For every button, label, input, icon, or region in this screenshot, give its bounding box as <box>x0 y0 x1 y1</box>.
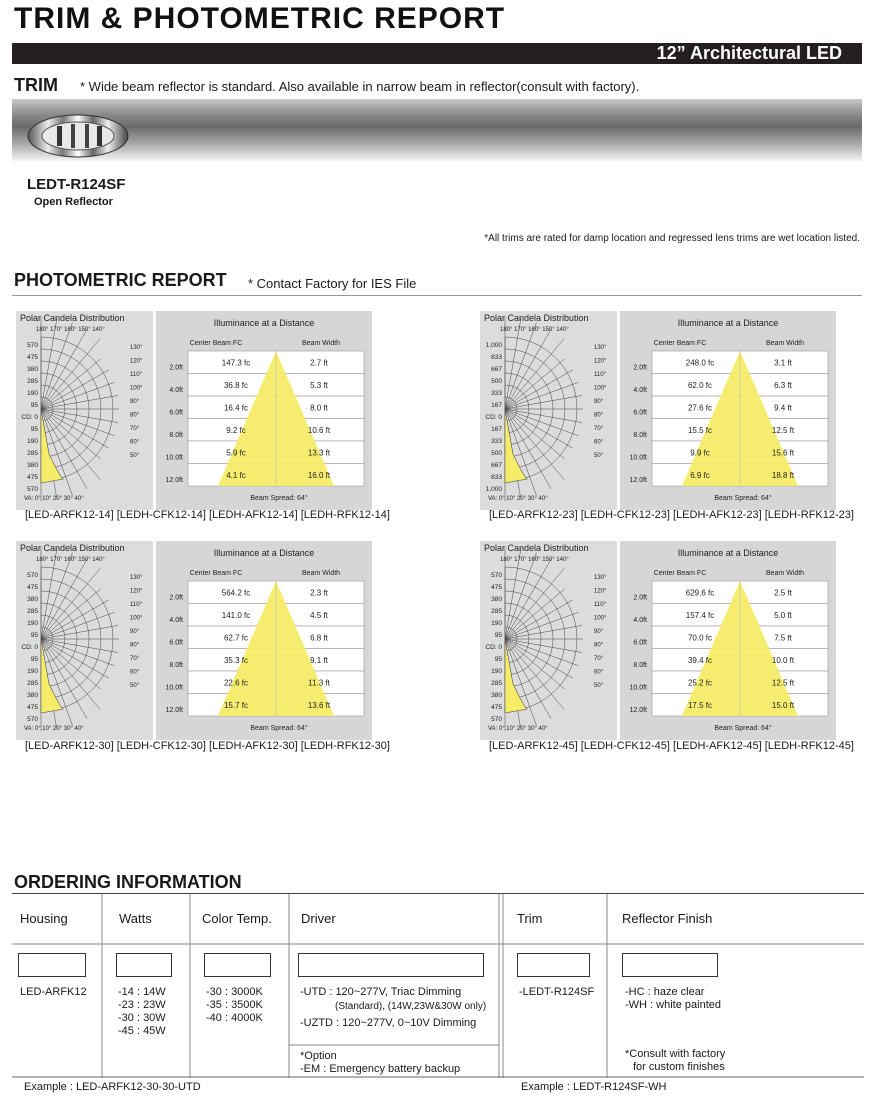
center-beam-fc-value: 248.0 fc <box>685 358 715 368</box>
photometric-chart <box>16 311 376 511</box>
beam-width-value: 3.1 ft <box>774 358 792 368</box>
polar-angle-label: 120° <box>594 358 607 365</box>
distance-label: 6.0ft <box>169 639 183 647</box>
beam-spread-label: Beam Spread: 64° <box>250 495 308 502</box>
polar-angle-label: 130° <box>130 575 143 581</box>
divider <box>12 295 862 296</box>
color-temp-option: -40 : 4000K <box>206 1012 263 1024</box>
beam-width-value: 18.8 ft <box>771 470 795 480</box>
polar-scale-label: 475 <box>491 584 502 591</box>
polar-angle-label: 100° <box>130 385 143 392</box>
polar-scale-label: 285 <box>27 608 38 615</box>
polar-angle-label: 110° <box>594 602 606 608</box>
trim-model: LEDT-R124SF <box>27 176 126 193</box>
center-beam-fc-value: 22.6 fc <box>223 678 249 688</box>
center-beam-fc-value: 35.3 fc <box>223 655 249 665</box>
housing-option: LED-ARFK12 <box>20 986 87 998</box>
distance-label: 10.0ft <box>165 684 183 692</box>
panel-caption-2: [LED-ARFK12-23] [LEDH-CFK12-23] [LEDH-AFK12-23] [LEDH-RFK12-23] <box>489 509 854 521</box>
panel-caption-4: [LED-ARFK12-45] [LEDH-CFK12-45] [LEDH-AFK12-45] [LEDH-RFK12-45] <box>489 740 854 752</box>
polar-scale-label: 190 <box>27 620 38 627</box>
beam-width-value: 15.0 ft <box>771 700 795 710</box>
polar-angle-label: 110° <box>130 372 142 378</box>
beam-width-value: 2.3 ft <box>310 588 328 598</box>
finish-option: -HC : haze clear <box>625 986 705 998</box>
beam-width-value: 4.5 ft <box>310 610 328 620</box>
center-beam-fc-value: 15.5 fc <box>687 425 713 435</box>
distance-label: 8.0ft <box>633 432 647 439</box>
polar-angle-label: 130° <box>594 575 607 581</box>
beam-width-value: 10.6 ft <box>307 425 331 435</box>
distance-label: 6.0ft <box>633 639 647 647</box>
watts-option: -14 : 14W <box>118 986 166 998</box>
polar-scale-label: 95 <box>30 656 38 663</box>
polar-top-angles: 180° 170° 160° 150° 140° <box>500 327 569 333</box>
beam-spread-label: Beam Spread: 64° <box>250 725 308 732</box>
polar-angle-label: 70° <box>130 426 140 432</box>
polar-scale-label: 475 <box>27 704 38 711</box>
col-center-beam-fc: Center Beam FC <box>189 340 243 347</box>
polar-scale-label: 285 <box>27 680 38 687</box>
polar-scale-label: 570 <box>27 342 38 349</box>
trim-heading: TRIM <box>14 75 58 95</box>
photometric-chart <box>480 541 840 741</box>
col-watts: Watts <box>119 911 152 926</box>
polar-angle-label: 70° <box>594 426 604 432</box>
polar-scale-label: 333 <box>491 438 502 445</box>
panel-caption-1: [LED-ARFK12-14] [LEDH-CFK12-14] [LEDH-AFK12-14] [LEDH-RFK12-14] <box>25 509 390 521</box>
housing-entry-box[interactable] <box>18 953 86 977</box>
polar-scale-label: 285 <box>491 680 502 687</box>
polar-top-angles: 180° 170° 160° 150° 140° <box>36 557 105 563</box>
page-title: TRIM & PHOTOMETRIC REPORT <box>14 2 506 35</box>
distance-label: 2.0ft <box>169 594 183 602</box>
center-beam-fc-value: 39.4 fc <box>687 655 713 665</box>
driver-option: -UZTD : 120~277V, 0~10V Dimming <box>300 1017 477 1029</box>
polar-scale-label: 570 <box>27 716 38 723</box>
photometric-chart <box>16 541 376 741</box>
distance-label: 6.0ft <box>169 409 183 417</box>
polar-scale-label: 285 <box>27 378 38 385</box>
col-trim: Trim <box>517 911 543 926</box>
distance-label: 4.0ft <box>169 387 183 394</box>
distance-label: 12.0ft <box>629 707 647 714</box>
beam-width-value: 7.5 ft <box>774 633 792 643</box>
polar-scale-label: CD: 0 <box>21 644 38 651</box>
color-temp-option: -35 : 3500K <box>206 999 263 1011</box>
col-driver: Driver <box>301 911 336 926</box>
distance-label: 8.0ft <box>169 432 183 439</box>
polar-scale-label: 833 <box>491 474 502 481</box>
polar-angle-label: 80° <box>594 412 604 419</box>
beam-width-value: 13.6 ft <box>307 700 331 710</box>
polar-angle-label: 90° <box>130 399 140 405</box>
polar-scale-label: CD: 0 <box>21 414 38 421</box>
beam-width-value: 12.5 ft <box>771 425 795 435</box>
polar-angle-label: 110° <box>130 602 142 608</box>
reflector-image <box>27 114 129 158</box>
polar-scale-label: 570 <box>27 572 38 579</box>
polar-scale-label: 190 <box>27 390 38 397</box>
beam-spread-label: Beam Spread: 64° <box>714 495 772 502</box>
center-beam-fc-value: 62.7 fc <box>223 633 249 643</box>
polar-angle-label: 60° <box>594 439 604 446</box>
distance-label: 10.0ft <box>165 454 183 462</box>
polar-angle-label: 50° <box>130 683 140 689</box>
watts-option: -23 : 23W <box>118 999 166 1011</box>
polar-scale-label: 95 <box>30 426 38 433</box>
polar-scale-label: 500 <box>491 378 502 385</box>
watts-option: -30 : 30W <box>118 1012 166 1024</box>
distance-label: 12.0ft <box>165 707 183 714</box>
distance-label: 2.0ft <box>169 364 183 372</box>
polar-scale-label: 380 <box>27 596 38 603</box>
driver-option-label: *Option <box>300 1050 337 1062</box>
polar-angle-label: 90° <box>130 629 140 635</box>
finish-note: for custom finishes <box>633 1061 725 1073</box>
polar-scale-label: 167 <box>491 402 502 409</box>
driver-option-em: -EM : Emergency battery backup <box>300 1063 461 1075</box>
watts-option: -45 : 45W <box>118 1025 166 1037</box>
polar-scale-label: 1,000 <box>485 342 502 349</box>
distance-label: 2.0ft <box>633 594 647 602</box>
center-beam-fc-value: 62.0 fc <box>687 380 713 390</box>
col-beam-width: Beam Width <box>765 340 805 347</box>
polar-scale-label: 95 <box>494 656 502 663</box>
polar-scale-label: 190 <box>491 620 502 627</box>
polar-angle-label: 100° <box>594 615 607 622</box>
beam-width-value: 16.0 ft <box>307 470 331 480</box>
polar-angle-label: 50° <box>594 453 604 459</box>
trim-option: -LEDT-R124SF <box>519 986 595 998</box>
polar-scale-label: 380 <box>491 596 502 603</box>
center-beam-fc-value: 27.6 fc <box>687 403 713 413</box>
polar-angle-label: 120° <box>130 588 143 595</box>
col-color-temp: Color Temp. <box>202 911 272 926</box>
polar-scale-label: 500 <box>491 450 502 457</box>
photometric-panel <box>16 311 376 511</box>
center-beam-fc-value: 629.6 fc <box>685 588 715 598</box>
polar-angle-label: 80° <box>130 412 140 419</box>
trim-banner <box>12 99 862 161</box>
finish-entry-box[interactable] <box>622 953 718 977</box>
polar-scale-label: 1,000 <box>485 486 502 493</box>
example-housing: Example : LED-ARFK12-30-30-UTD <box>24 1081 201 1093</box>
photometric-heading: PHOTOMETRIC REPORT <box>14 270 227 290</box>
col-reflector-finish: Reflector Finish <box>622 911 713 926</box>
beam-width-value: 6.8 ft <box>310 633 328 643</box>
damp-location-note: *All trims are rated for damp location and regressed lens trims are wet location listed. <box>484 233 860 244</box>
center-beam-fc-value: 9.9 fc <box>690 448 710 458</box>
polar-scale-label: 190 <box>491 668 502 675</box>
polar-scale-label: 285 <box>27 450 38 457</box>
ordering-heading: ORDERING INFORMATION <box>14 872 242 892</box>
polar-scale-label: 95 <box>494 632 502 639</box>
beam-width-value: 11.3 ft <box>308 678 330 688</box>
beam-width-value: 13.3 ft <box>307 448 331 458</box>
polar-va-label: VA: 0° 10° 20° 30° 40° <box>488 726 548 732</box>
center-beam-fc-value: 157.4 fc <box>685 610 715 620</box>
photometric-chart <box>480 311 840 511</box>
polar-scale-label: 475 <box>27 354 38 361</box>
polar-title: Polar Candela Distribution <box>484 313 589 323</box>
polar-scale-label: CD: 0 <box>485 414 502 421</box>
title-bar <box>12 43 862 64</box>
polar-angle-label: 70° <box>130 656 140 662</box>
polar-scale-label: 475 <box>27 584 38 591</box>
trim-note: * Wide beam reflector is standard. Also available in narrow beam in reflector(consult with factory). <box>80 79 640 94</box>
beam-width-value: 9.1 ft <box>310 655 328 665</box>
polar-va-label: VA: 0° 10° 20° 30° 40° <box>24 496 84 502</box>
polar-scale-label: 667 <box>491 462 502 469</box>
distance-label: 12.0ft <box>629 477 647 484</box>
center-beam-fc-value: 16.4 fc <box>223 403 249 413</box>
polar-scale-label: 190 <box>27 668 38 675</box>
distance-label: 10.0ft <box>629 454 647 462</box>
polar-scale-label: 570 <box>491 572 502 579</box>
illuminance-title: Illuminance at a Distance <box>213 318 315 328</box>
polar-angle-label: 130° <box>594 345 607 351</box>
distance-label: 4.0ft <box>633 387 647 394</box>
polar-scale-label: 167 <box>491 426 502 433</box>
beam-width-value: 2.5 ft <box>774 588 792 598</box>
panel-caption-3: [LED-ARFK12-30] [LEDH-CFK12-30] [LEDH-AFK12-30] [LEDH-RFK12-30] <box>25 740 390 752</box>
beam-width-value: 10.0 ft <box>771 655 795 665</box>
trim-entry-box[interactable] <box>517 953 590 977</box>
center-beam-fc-value: 6.9 fc <box>690 470 710 480</box>
polar-angle-label: 60° <box>130 669 140 676</box>
center-beam-fc-value: 15.7 fc <box>223 700 249 710</box>
polar-top-angles: 180° 170° 160° 150° 140° <box>500 557 569 563</box>
center-beam-fc-value: 17.5 fc <box>687 700 713 710</box>
center-beam-fc-value: 147.3 fc <box>221 358 251 368</box>
beam-width-value: 5.3 ft <box>310 380 328 390</box>
photometric-panel <box>16 541 376 741</box>
polar-title: Polar Candela Distribution <box>484 543 589 553</box>
polar-scale-label: 667 <box>491 366 502 373</box>
product-name: 12” Architectural LED <box>656 43 842 63</box>
beam-width-value: 5.0 ft <box>774 610 792 620</box>
beam-width-value: 6.3 ft <box>774 380 792 390</box>
distance-label: 4.0ft <box>169 617 183 624</box>
polar-va-label: VA: 0° 10° 20° 30° 40° <box>24 726 84 732</box>
polar-angle-label: 80° <box>130 642 140 649</box>
polar-angle-label: 60° <box>130 439 140 446</box>
illuminance-title: Illuminance at a Distance <box>677 548 779 558</box>
polar-angle-label: 70° <box>594 656 604 662</box>
finish-note: *Consult with factory <box>625 1048 726 1060</box>
polar-angle-label: 130° <box>130 345 143 351</box>
polar-scale-label: 95 <box>30 402 38 409</box>
center-beam-fc-value: 70.0 fc <box>687 633 713 643</box>
polar-angle-label: 100° <box>594 385 607 392</box>
photometric-panel <box>480 311 840 511</box>
polar-angle-label: 120° <box>130 358 143 365</box>
col-beam-width: Beam Width <box>765 570 805 577</box>
col-center-beam-fc: Center Beam FC <box>189 570 243 577</box>
polar-angle-label: 90° <box>594 629 604 635</box>
polar-va-label: VA: 0° 10° 20° 30° 40° <box>488 496 548 502</box>
distance-label: 12.0ft <box>165 477 183 484</box>
center-beam-fc-value: 25.2 fc <box>687 678 713 688</box>
center-beam-fc-value: 4.1 fc <box>226 470 246 480</box>
polar-scale-label: 285 <box>491 608 502 615</box>
beam-width-value: 2.7 ft <box>310 358 328 368</box>
watts-entry-box[interactable] <box>116 953 172 977</box>
polar-scale-label: CD: 0 <box>485 644 502 651</box>
photometric-panel <box>480 541 840 741</box>
polar-title: Polar Candela Distribution <box>20 313 125 323</box>
driver-option-note: (Standard), (14W,23W&30W only) <box>335 1001 487 1012</box>
distance-label: 4.0ft <box>633 617 647 624</box>
distance-label: 10.0ft <box>629 684 647 692</box>
polar-scale-label: 190 <box>27 438 38 445</box>
polar-scale-label: 833 <box>491 354 502 361</box>
polar-scale-label: 380 <box>27 692 38 699</box>
polar-angle-label: 50° <box>594 683 604 689</box>
photometric-note: * Contact Factory for IES File <box>248 276 417 291</box>
distance-label: 6.0ft <box>633 409 647 417</box>
polar-angle-label: 110° <box>594 372 606 378</box>
polar-scale-label: 380 <box>27 462 38 469</box>
polar-title: Polar Candela Distribution <box>20 543 125 553</box>
polar-scale-label: 475 <box>491 704 502 711</box>
center-beam-fc-value: 5.9 fc <box>226 448 246 458</box>
illuminance-title: Illuminance at a Distance <box>213 548 315 558</box>
distance-label: 2.0ft <box>633 364 647 372</box>
polar-angle-label: 80° <box>594 642 604 649</box>
polar-scale-label: 380 <box>491 692 502 699</box>
polar-angle-label: 90° <box>594 399 604 405</box>
polar-angle-label: 60° <box>594 669 604 676</box>
polar-scale-label: 95 <box>30 632 38 639</box>
center-beam-fc-value: 141.0 fc <box>221 610 251 620</box>
distance-label: 8.0ft <box>169 662 183 669</box>
center-beam-fc-value: 36.8 fc <box>223 380 249 390</box>
polar-scale-label: 333 <box>491 390 502 397</box>
example-trim: Example : LEDT-R124SF-WH <box>521 1081 667 1093</box>
center-beam-fc-value: 9.2 fc <box>226 425 246 435</box>
color-temp-entry-box[interactable] <box>204 953 271 977</box>
beam-spread-label: Beam Spread: 64° <box>714 725 772 732</box>
polar-top-angles: 180° 170° 160° 150° 140° <box>36 327 105 333</box>
polar-scale-label: 380 <box>27 366 38 373</box>
col-beam-width: Beam Width <box>301 340 341 347</box>
driver-entry-box[interactable] <box>298 953 484 977</box>
driver-option: -UTD : 120~277V, Triac Dimming <box>300 986 462 998</box>
polar-angle-label: 50° <box>130 453 140 459</box>
polar-scale-label: 570 <box>491 716 502 723</box>
center-beam-fc-value: 564.2 fc <box>221 588 251 598</box>
polar-angle-label: 120° <box>594 588 607 595</box>
col-center-beam-fc: Center Beam FC <box>653 340 707 347</box>
col-center-beam-fc: Center Beam FC <box>653 570 707 577</box>
illuminance-title: Illuminance at a Distance <box>677 318 779 328</box>
finish-option: -WH : white painted <box>625 999 721 1011</box>
col-beam-width: Beam Width <box>301 570 341 577</box>
polar-scale-label: 570 <box>27 486 38 493</box>
polar-angle-label: 100° <box>130 615 143 622</box>
beam-width-value: 9.4 ft <box>774 403 792 413</box>
beam-width-value: 12.5 ft <box>771 678 795 688</box>
distance-label: 8.0ft <box>633 662 647 669</box>
trim-model-desc: Open Reflector <box>34 196 113 208</box>
polar-scale-label: 475 <box>27 474 38 481</box>
color-temp-option: -30 : 3000K <box>206 986 263 998</box>
beam-width-value: 8.0 ft <box>310 403 328 413</box>
col-housing: Housing <box>20 911 68 926</box>
beam-width-value: 15.6 ft <box>771 448 795 458</box>
